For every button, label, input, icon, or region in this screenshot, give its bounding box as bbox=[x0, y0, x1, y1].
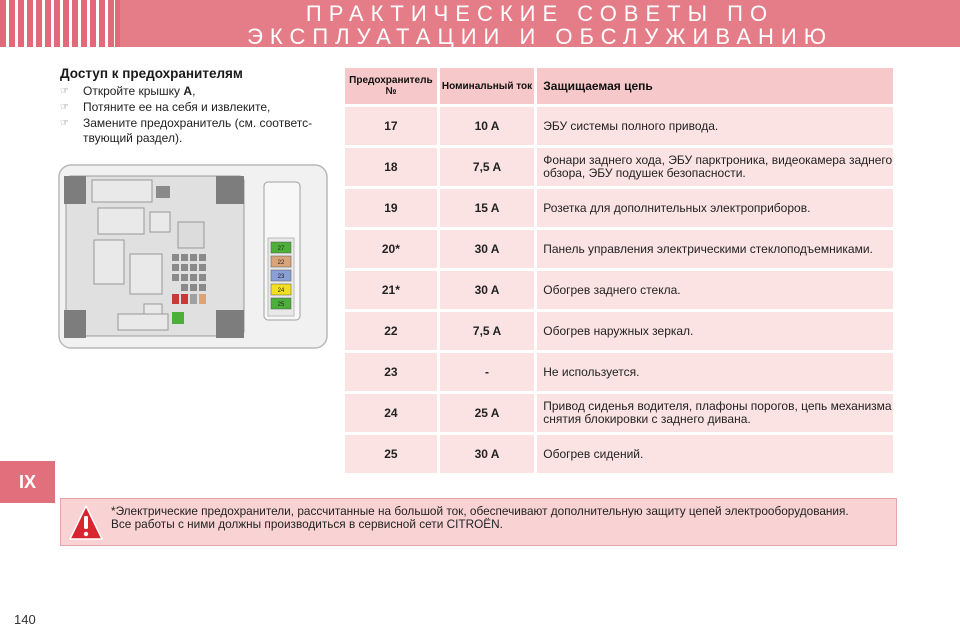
fuse-circuit: Привод сиденья водителя, плафоны порогов, цепь механизма снятия блокировки с заднего дивана. bbox=[537, 394, 893, 432]
fuse-circuit: Обогрев заднего стекла. bbox=[537, 271, 893, 309]
fuse-circuit: ЭБУ системы полного привода. bbox=[537, 107, 893, 145]
header-protected-circuit: Защищаемая цепь bbox=[537, 68, 893, 104]
fuse-label: 25 bbox=[277, 302, 285, 308]
fuse-label: 22 bbox=[277, 260, 285, 266]
fuse-circuit: Не используется. bbox=[537, 353, 893, 391]
fuse-number: 20* bbox=[345, 230, 437, 268]
page-number: 140 bbox=[14, 612, 36, 627]
fusebox-diagram bbox=[58, 164, 328, 349]
fuse-number: 17 bbox=[345, 107, 437, 145]
table-row bbox=[345, 312, 893, 350]
section-title: Доступ к предохранителям bbox=[60, 66, 243, 81]
header-stripes bbox=[0, 0, 120, 47]
fuse-number: 22 bbox=[345, 312, 437, 350]
fuse-circuit: Фонари заднего хода, ЭБУ парктроника, видеокамера заднего обзора, ЭБУ подушек безопасности. bbox=[537, 148, 893, 186]
fuse-number: 19 bbox=[345, 189, 437, 227]
fuse-current: 30 A bbox=[440, 435, 534, 473]
instruction-step: ☞ Потяните ее на себя и извлеките, bbox=[60, 100, 271, 114]
fuse-label: 23 bbox=[277, 274, 285, 280]
fuse-number: 23 bbox=[345, 353, 437, 391]
fuse-current: 7,5 A bbox=[440, 148, 534, 186]
table-row bbox=[345, 394, 893, 432]
pointing-hand-icon: ☞ bbox=[60, 118, 69, 129]
fuse-circuit: Обогрев сидений. bbox=[537, 435, 893, 473]
table-row bbox=[345, 148, 893, 186]
fuse-current: 25 A bbox=[440, 394, 534, 432]
pointing-hand-icon: ☞ bbox=[60, 102, 69, 113]
header-title-line1: ПРАКТИЧЕСКИЕ СОВЕТЫ ПО bbox=[305, 1, 775, 26]
fuse-label: 27 bbox=[277, 246, 285, 252]
warning-line1: *Электрические предохранители, рассчитанные на большой ток, обеспечивают дополнительную защиту цепей электрооборудования. bbox=[111, 504, 849, 518]
fuse-current: 30 A bbox=[440, 271, 534, 309]
warning-text bbox=[111, 505, 891, 531]
instruction-list bbox=[60, 84, 335, 147]
fuse-number: 21* bbox=[345, 271, 437, 309]
fuse-current: 30 A bbox=[440, 230, 534, 268]
fuse-circuit: Обогрев наружных зеркал. bbox=[537, 312, 893, 350]
pointing-hand-icon: ☞ bbox=[60, 86, 69, 97]
fuse-label: 24 bbox=[277, 288, 285, 294]
header-rated-current: Номинальный ток bbox=[440, 68, 534, 104]
instruction-step: ☞ Откройте крышку A, bbox=[60, 84, 196, 98]
instruction-step: ☞ Замените предохранитель (см. соответс-твующий раздел). bbox=[60, 116, 313, 145]
warning-triangle-icon bbox=[69, 504, 103, 542]
table-row bbox=[345, 353, 893, 391]
fuse-current: - bbox=[440, 353, 534, 391]
fuse-table bbox=[342, 65, 896, 476]
header-title-line2: ЭКСПЛУАТАЦИИ И ОБСЛУЖИВАНИЮ bbox=[247, 24, 833, 49]
fuse-current: 15 A bbox=[440, 189, 534, 227]
fuse-number: 18 bbox=[345, 148, 437, 186]
fuse-number: 24 bbox=[345, 394, 437, 432]
header-fuse-number: Предохранитель № bbox=[345, 68, 437, 104]
table-row bbox=[345, 435, 893, 473]
page-header-title bbox=[120, 0, 960, 47]
table-header-row bbox=[345, 68, 893, 104]
fuse-circuit: Розетка для дополнительных электроприборов. bbox=[537, 189, 893, 227]
warning-line2: Все работы с ними должны производиться в сервисной сети CITROËN. bbox=[111, 517, 503, 531]
table-row bbox=[345, 271, 893, 309]
table-row bbox=[345, 107, 893, 145]
table-row bbox=[345, 230, 893, 268]
fuse-number: 25 bbox=[345, 435, 437, 473]
table-row bbox=[345, 189, 893, 227]
fuse-current: 10 A bbox=[440, 107, 534, 145]
fuse-current: 7,5 A bbox=[440, 312, 534, 350]
fuse-circuit: Панель управления электрическими стеклоподъемниками. bbox=[537, 230, 893, 268]
chapter-tab: IX bbox=[0, 461, 55, 503]
warning-box bbox=[60, 498, 897, 546]
